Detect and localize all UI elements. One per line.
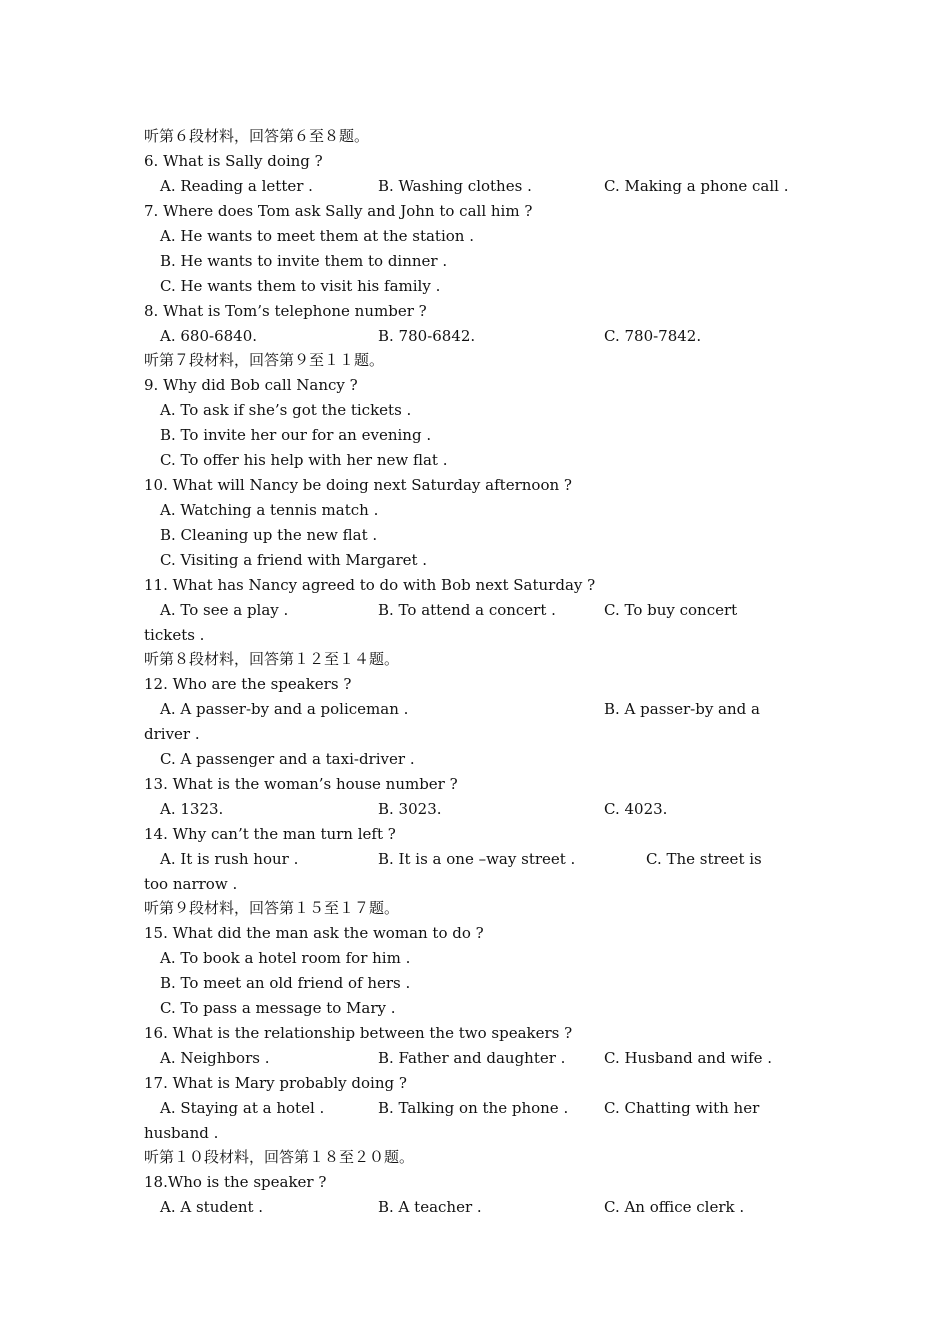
option-b: B. To attend a concert . [378, 601, 556, 619]
question-15-options [144, 946, 810, 971]
question-8-options [144, 324, 810, 349]
option-c: C. He wants them to visit his family . [160, 277, 441, 295]
question-12-options [144, 697, 810, 722]
section-8-heading: 听第８段材料，回答第１２至１４题。 [144, 650, 400, 668]
question-14-options [144, 847, 810, 872]
question-10: 10. What will Nancy be doing next Saturday afternoon ? [144, 476, 572, 494]
option-c: C. The street is [646, 850, 762, 868]
question-15: 15. What did the man ask the woman to do ? [144, 924, 484, 942]
option-b: B. Washing clothes . [378, 177, 532, 195]
option-a: A. A passer-by and a policeman . [160, 700, 409, 718]
section-9-heading: 听第９段材料，回答第１５至１７题。 [144, 899, 400, 917]
question-9-options [144, 423, 810, 448]
option-a: A. Neighbors . [160, 1049, 270, 1067]
option-b: B. A passer-by and a [604, 700, 760, 718]
option-c-continued: too narrow . [144, 875, 238, 893]
option-a: A. 680-6840. [160, 327, 258, 345]
option-a: A. 1323. [160, 800, 224, 818]
option-c: C. An office clerk . [604, 1198, 745, 1216]
section-7-heading: 听第７段材料，回答第９至１１题。 [144, 351, 385, 369]
option-a: A. To ask if she’s got the tickets . [160, 401, 412, 419]
question-9-options [144, 398, 810, 423]
option-b: B. To invite her our for an evening . [160, 426, 432, 444]
question-11: 11. What has Nancy agreed to do with Bob next Saturday ? [144, 576, 596, 594]
question-18: 18.Who is the speaker ? [144, 1173, 327, 1191]
option-c: C. To pass a message to Mary . [160, 999, 396, 1017]
question-14: 14. Why can’t the man turn left ? [144, 825, 396, 843]
section-10-heading: 听第１０段材料，回答第１８至２０题。 [144, 1148, 415, 1166]
option-c: C. 4023. [604, 800, 668, 818]
option-b: B. Talking on the phone . [378, 1099, 569, 1117]
option-a: A. Reading a letter . [160, 177, 313, 195]
option-c: C. 780-7842. [604, 327, 702, 345]
question-6: 6. What is Sally doing ? [144, 152, 323, 170]
question-16-options [144, 1046, 810, 1071]
option-a: A. Watching a tennis match . [160, 501, 379, 519]
option-c-continued: husband . [144, 1124, 219, 1142]
option-b-continued: driver . [144, 725, 200, 743]
option-a: A. It is rush hour . [160, 850, 299, 868]
option-b: B. 3023. [378, 800, 442, 818]
question-6-options [144, 174, 810, 199]
question-17: 17. What is Mary probably doing ? [144, 1074, 407, 1092]
question-7-options [144, 274, 810, 299]
question-12: 12. Who are the speakers ? [144, 675, 352, 693]
question-8: 8. What is Tom’s telephone number ? [144, 302, 427, 320]
option-b: B. 780-6842. [378, 327, 476, 345]
option-b: B. Father and daughter . [378, 1049, 566, 1067]
question-18-options [144, 1195, 810, 1220]
option-c: C. To buy concert [604, 601, 738, 619]
option-c-continued: tickets . [144, 626, 205, 644]
question-15-options [144, 971, 810, 996]
option-c: C. To offer his help with her new flat . [160, 451, 448, 469]
question-7-options [144, 249, 810, 274]
question-9: 9. Why did Bob call Nancy ? [144, 376, 358, 394]
question-11-options [144, 598, 810, 623]
option-b: B. A teacher . [378, 1198, 482, 1216]
option-a: A. A student . [160, 1198, 264, 1216]
option-b: B. It is a one –way street . [378, 850, 576, 868]
option-c: C. Visiting a friend with Margaret . [160, 551, 428, 569]
section-6-heading: 听第６段材料，回答第６至８题。 [144, 127, 370, 145]
question-16: 16. What is the relationship between the two speakers ? [144, 1024, 573, 1042]
option-c: C. Making a phone call . [604, 177, 789, 195]
question-13-options [144, 797, 810, 822]
option-a: A. To book a hotel room for him . [160, 949, 411, 967]
question-13: 13. What is the woman’s house number ? [144, 775, 458, 793]
option-b: B. Cleaning up the new flat . [160, 526, 378, 544]
option-b: B. To meet an old friend of hers . [160, 974, 411, 992]
question-7-options [144, 224, 810, 249]
option-c: C. Chatting with her [604, 1099, 760, 1117]
option-a: A. To see a play . [160, 601, 289, 619]
question-9-options [144, 448, 810, 473]
question-10-options [144, 498, 810, 523]
option-a: A. He wants to meet them at the station . [160, 227, 474, 245]
question-10-options [144, 523, 810, 548]
option-a: A. Staying at a hotel . [160, 1099, 325, 1117]
question-15-options [144, 996, 810, 1021]
option-c: C. A passenger and a taxi-driver . [160, 750, 415, 768]
question-7: 7. Where does Tom ask Sally and John to call him ? [144, 202, 533, 220]
question-12-options [144, 747, 810, 772]
option-b: B. He wants to invite them to dinner . [160, 252, 448, 270]
question-10-options [144, 548, 810, 573]
option-c: C. Husband and wife . [604, 1049, 773, 1067]
question-17-options [144, 1096, 810, 1121]
